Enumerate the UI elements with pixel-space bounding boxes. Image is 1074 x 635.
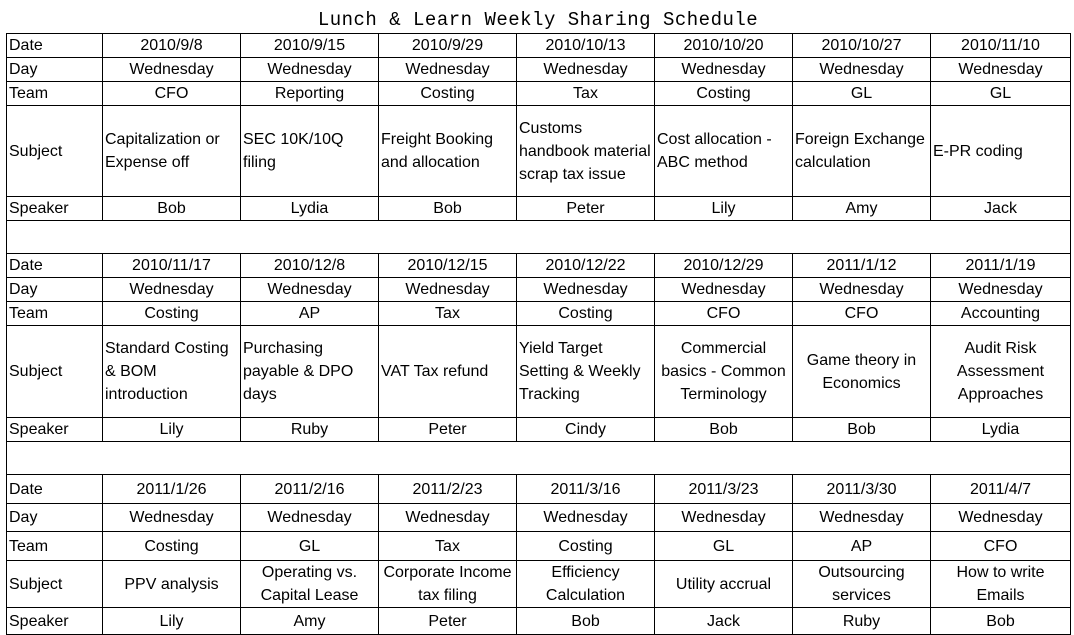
- cell-date: 2011/2/23: [379, 475, 517, 504]
- cell-speaker: Bob: [655, 418, 793, 442]
- cell-speaker: Cindy: [517, 418, 655, 442]
- cell-team: CFO: [655, 302, 793, 326]
- cell-team: Accounting: [931, 302, 1071, 326]
- row-label-date: Date: [7, 34, 103, 58]
- cell-date: 2011/1/12: [793, 254, 931, 278]
- cell-speaker: Bob: [793, 418, 931, 442]
- cell-speaker: Peter: [379, 418, 517, 442]
- cell-day: Wednesday: [655, 278, 793, 302]
- cell-team: Tax: [379, 302, 517, 326]
- cell-team: GL: [241, 532, 379, 561]
- spacer-row: [7, 442, 1071, 475]
- cell-day: Wednesday: [931, 504, 1071, 532]
- spacer-cell: [7, 442, 1071, 475]
- cell-date: 2010/9/29: [379, 34, 517, 58]
- cell-team: Tax: [379, 532, 517, 561]
- cell-team: Reporting: [241, 82, 379, 106]
- cell-day: Wednesday: [517, 504, 655, 532]
- cell-date: 2010/10/27: [793, 34, 931, 58]
- cell-team: CFO: [103, 82, 241, 106]
- row-day: [7, 504, 1071, 532]
- cell-subject: Foreign Exchange calculation: [793, 106, 931, 197]
- cell-team: AP: [241, 302, 379, 326]
- row-team: [7, 82, 1071, 106]
- row-subject: [7, 561, 1071, 608]
- cell-day: Wednesday: [793, 58, 931, 82]
- cell-speaker: Jack: [931, 197, 1071, 221]
- cell-subject: Game theory in Economics: [793, 326, 931, 418]
- cell-speaker: Lily: [103, 608, 241, 635]
- cell-day: Wednesday: [655, 58, 793, 82]
- cell-team: Costing: [655, 82, 793, 106]
- cell-date: 2010/9/8: [103, 34, 241, 58]
- cell-subject: Cost allocation - ABC method: [655, 106, 793, 197]
- cell-team: Costing: [103, 302, 241, 326]
- row-label-date: Date: [7, 475, 103, 504]
- row-label-date: Date: [7, 254, 103, 278]
- cell-date: 2010/12/8: [241, 254, 379, 278]
- row-team: [7, 302, 1071, 326]
- cell-speaker: Ruby: [793, 608, 931, 635]
- cell-speaker: Lily: [655, 197, 793, 221]
- cell-day: Wednesday: [379, 58, 517, 82]
- cell-speaker: Amy: [241, 608, 379, 635]
- cell-team: GL: [931, 82, 1071, 106]
- cell-date: 2011/4/7: [931, 475, 1071, 504]
- cell-speaker: Bob: [379, 197, 517, 221]
- row-date: [7, 254, 1071, 278]
- cell-subject: Customs handbook material scrap tax issue: [517, 106, 655, 197]
- row-subject: [7, 326, 1071, 418]
- cell-day: Wednesday: [655, 504, 793, 532]
- cell-day: Wednesday: [793, 504, 931, 532]
- cell-day: Wednesday: [931, 58, 1071, 82]
- cell-subject: Operating vs. Capital Lease: [241, 561, 379, 608]
- cell-team: Tax: [517, 82, 655, 106]
- cell-date: 2010/11/10: [931, 34, 1071, 58]
- row-day: [7, 58, 1071, 82]
- cell-subject: How to write Emails: [931, 561, 1071, 608]
- cell-speaker: Ruby: [241, 418, 379, 442]
- cell-date: 2011/1/19: [931, 254, 1071, 278]
- cell-subject: PPV analysis: [103, 561, 241, 608]
- cell-speaker: Bob: [931, 608, 1071, 635]
- schedule-table: [6, 33, 1071, 635]
- cell-date: 2010/10/20: [655, 34, 793, 58]
- cell-date: 2010/12/29: [655, 254, 793, 278]
- cell-team: GL: [655, 532, 793, 561]
- cell-subject: Efficiency Calculation: [517, 561, 655, 608]
- cell-speaker: Peter: [517, 197, 655, 221]
- cell-subject: Corporate Income tax filing: [379, 561, 517, 608]
- row-label-day: Day: [7, 504, 103, 532]
- cell-subject: Utility accrual: [655, 561, 793, 608]
- cell-speaker: Bob: [517, 608, 655, 635]
- cell-subject: E-PR coding: [931, 106, 1071, 197]
- cell-subject: VAT Tax refund: [379, 326, 517, 418]
- row-speaker: [7, 418, 1071, 442]
- cell-team: Costing: [379, 82, 517, 106]
- cell-date: 2011/1/26: [103, 475, 241, 504]
- row-date: [7, 34, 1071, 58]
- cell-day: Wednesday: [103, 278, 241, 302]
- cell-speaker: Lydia: [931, 418, 1071, 442]
- cell-day: Wednesday: [517, 58, 655, 82]
- page-title: Lunch & Learn Weekly Sharing Schedule: [317, 9, 759, 31]
- cell-speaker: Bob: [103, 197, 241, 221]
- cell-day: Wednesday: [793, 278, 931, 302]
- cell-team: Costing: [517, 302, 655, 326]
- row-subject: [7, 106, 1071, 197]
- cell-day: Wednesday: [241, 504, 379, 532]
- row-label-subject: Subject: [7, 326, 103, 418]
- cell-date: 2011/3/30: [793, 475, 931, 504]
- row-label-speaker: Speaker: [7, 418, 103, 442]
- row-label-speaker: Speaker: [7, 197, 103, 221]
- cell-date: 2010/12/22: [517, 254, 655, 278]
- cell-date: 2010/11/17: [103, 254, 241, 278]
- row-label-day: Day: [7, 278, 103, 302]
- row-team: [7, 532, 1071, 561]
- cell-subject: Capitalization or Expense off: [103, 106, 241, 197]
- cell-speaker: Peter: [379, 608, 517, 635]
- cell-day: Wednesday: [103, 504, 241, 532]
- cell-team: CFO: [931, 532, 1071, 561]
- row-label-day: Day: [7, 58, 103, 82]
- row-label-team: Team: [7, 302, 103, 326]
- cell-speaker: Amy: [793, 197, 931, 221]
- row-label-subject: Subject: [7, 106, 103, 197]
- row-label-subject: Subject: [7, 561, 103, 608]
- row-date: [7, 475, 1071, 504]
- row-label-speaker: Speaker: [7, 608, 103, 635]
- row-label-team: Team: [7, 532, 103, 561]
- cell-subject: Commercial basics - Common Terminology: [655, 326, 793, 418]
- cell-day: Wednesday: [379, 278, 517, 302]
- cell-date: 2010/9/15: [241, 34, 379, 58]
- cell-date: 2010/12/15: [379, 254, 517, 278]
- cell-day: Wednesday: [241, 58, 379, 82]
- cell-subject: SEC 10K/10Q filing: [241, 106, 379, 197]
- cell-date: 2011/3/23: [655, 475, 793, 504]
- cell-day: Wednesday: [103, 58, 241, 82]
- row-label-team: Team: [7, 82, 103, 106]
- row-speaker: [7, 197, 1071, 221]
- cell-subject: Yield Target Setting & Weekly Tracking: [517, 326, 655, 418]
- cell-speaker: Jack: [655, 608, 793, 635]
- cell-date: 2010/10/13: [517, 34, 655, 58]
- cell-day: Wednesday: [931, 278, 1071, 302]
- cell-team: Costing: [103, 532, 241, 561]
- row-day: [7, 278, 1071, 302]
- cell-team: Costing: [517, 532, 655, 561]
- cell-day: Wednesday: [379, 504, 517, 532]
- cell-team: CFO: [793, 302, 931, 326]
- cell-subject: Outsourcing services: [793, 561, 931, 608]
- spacer-cell: [7, 221, 1071, 254]
- row-speaker: [7, 608, 1071, 635]
- cell-speaker: Lily: [103, 418, 241, 442]
- cell-day: Wednesday: [517, 278, 655, 302]
- cell-team: AP: [793, 532, 931, 561]
- cell-subject: Audit Risk Assessment Approaches: [931, 326, 1071, 418]
- cell-team: GL: [793, 82, 931, 106]
- cell-date: 2011/2/16: [241, 475, 379, 504]
- cell-day: Wednesday: [241, 278, 379, 302]
- cell-subject: Standard Costing & BOM introduction: [103, 326, 241, 418]
- cell-speaker: Lydia: [241, 197, 379, 221]
- cell-subject: Freight Booking and allocation: [379, 106, 517, 197]
- cell-subject: Purchasing payable & DPO days: [241, 326, 379, 418]
- spacer-row: [7, 221, 1071, 254]
- cell-date: 2011/3/16: [517, 475, 655, 504]
